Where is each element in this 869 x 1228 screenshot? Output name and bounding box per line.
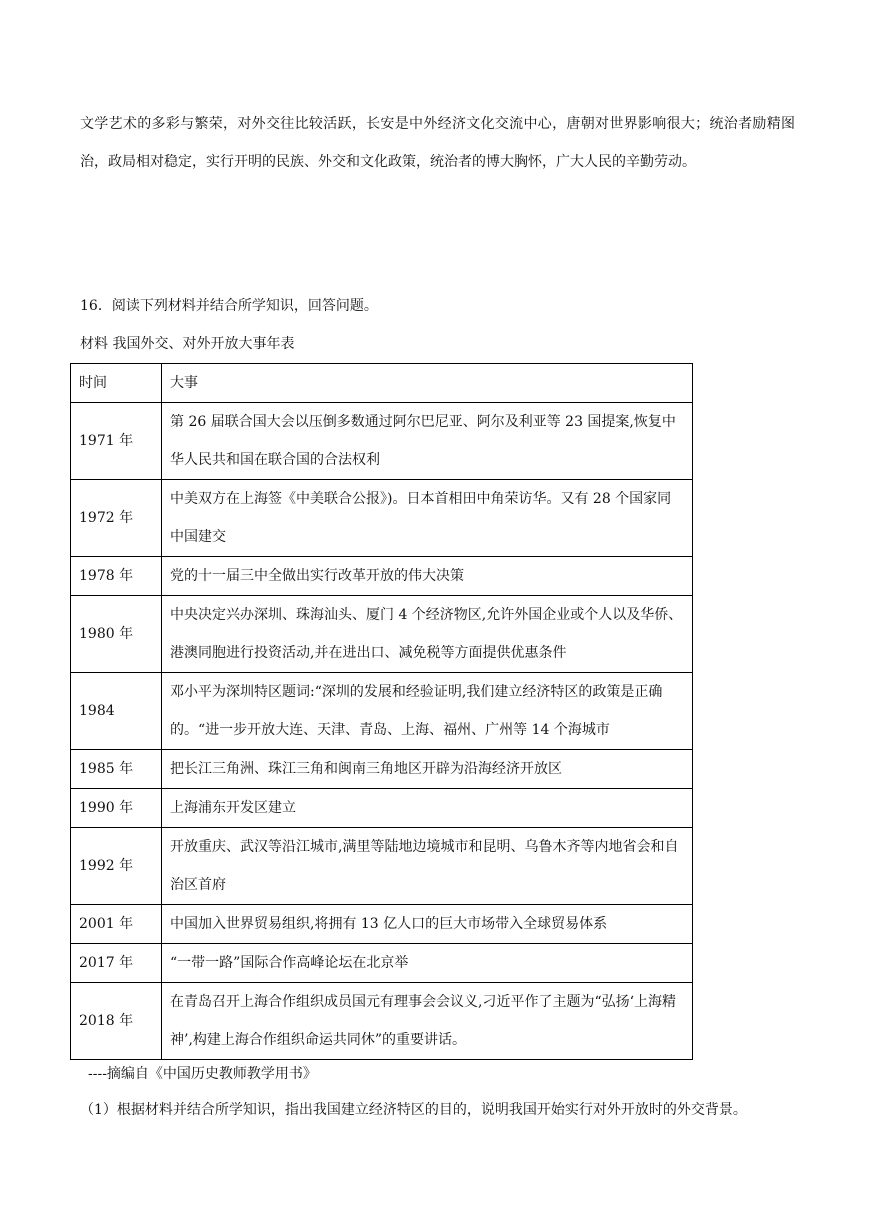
table-row xyxy=(71,673,693,750)
table-row xyxy=(71,750,693,789)
row-time: 1980 年 xyxy=(71,596,162,673)
row-event: 第 26 届联合国大会以压倒多数通过阿尔巴尼亚、阿尔及利亚等 23 国提案,恢复中华人民共和国在联合国的合法权利 xyxy=(162,403,693,480)
table-row xyxy=(71,828,693,905)
table-row xyxy=(71,983,693,1060)
table-row xyxy=(71,789,693,828)
table-row xyxy=(71,596,693,673)
header-event: 大事 xyxy=(162,364,693,403)
row-time: 2001 年 xyxy=(71,905,162,944)
table-row xyxy=(71,905,693,944)
row-time: 1978 年 xyxy=(71,557,162,596)
row-time: 2017 年 xyxy=(71,944,162,983)
table-row xyxy=(71,480,693,557)
row-time: 1992 年 xyxy=(71,828,162,905)
table-row xyxy=(71,944,693,983)
material-title: 材料 我国外交、对外开放大事年表 xyxy=(80,336,295,352)
row-event: 开放重庆、武汉等沿江城市,满里等陆地边境城市和昆明、乌鲁木齐等内地省会和自治区首府 xyxy=(162,828,693,905)
table-row xyxy=(71,403,693,480)
sub-question-1: （1）根据材料并结合所学知识，指出我国建立经济特区的目的，说明我国开始实行对外开放时的外交背景。 xyxy=(80,1102,747,1118)
continuation-paragraph: 文学艺术的多彩与繁荣，对外交往比较活跃，长安是中外经济文化交流中心，唐朝对世界影响很大；统治者励精图治，政局相对稳定，实行开明的民族、外交和文化政策，统治者的博大胸怀，广大人民的辛勤劳动。 xyxy=(80,116,795,170)
table-row xyxy=(71,557,693,596)
row-event: 党的十一届三中全做出实行改革开放的伟大决策 xyxy=(162,557,693,596)
row-time: 1985 年 xyxy=(71,750,162,789)
row-time: 2018 年 xyxy=(71,983,162,1060)
row-event: 邓小平为深圳特区题词:“深圳的发展和经验证明,我们建立经济特区的政策是正确的。“进一步开放大连、天津、青岛、上海、福州、广州等 14 个海城市 xyxy=(162,673,693,750)
row-time: 1990 年 xyxy=(71,789,162,828)
row-event: “一带一路”国际合作高峰论坛在北京举 xyxy=(162,944,693,983)
source-citation: ----摘编自《中国历史教师教学用书》 xyxy=(88,1066,317,1082)
table-header-row xyxy=(71,364,693,403)
row-time: 1984 xyxy=(71,673,162,750)
row-event: 中央决定兴办深圳、珠海汕头、厦门 4 个经济物区,允许外国企业或个人以及华侨、港澳同胞进行投资活动,并在进出口、减免税等方面提供优惠条件 xyxy=(162,596,693,673)
row-time: 1972 年 xyxy=(71,480,162,557)
row-time: 1971 年 xyxy=(71,403,162,480)
row-event: 在青岛召开上海合作组织成员国元有理事会会议义,刁近平作了主题为“弘扬‘上海精神’,构建上海合作组织命运共同休”的重要讲话。 xyxy=(162,983,693,1060)
row-event: 中美双方在上海签《中美联合公报》)。日本首相田中角荣访华。又有 28 个国家同中国建交 xyxy=(162,480,693,557)
question-16-prompt: 16．阅读下列材料并结合所学知识，回答问题。 xyxy=(80,298,378,314)
header-time: 时间 xyxy=(71,364,162,403)
row-event: 中国加入世界贸易组织,将拥有 13 亿人口的巨大市场带入全球贸易体系 xyxy=(162,905,693,944)
events-table xyxy=(70,363,693,1060)
row-event: 把长江三角洲、珠江三角和闽南三角地区开辟为沿海经济开放区 xyxy=(162,750,693,789)
row-event: 上海浦东开发区建立 xyxy=(162,789,693,828)
